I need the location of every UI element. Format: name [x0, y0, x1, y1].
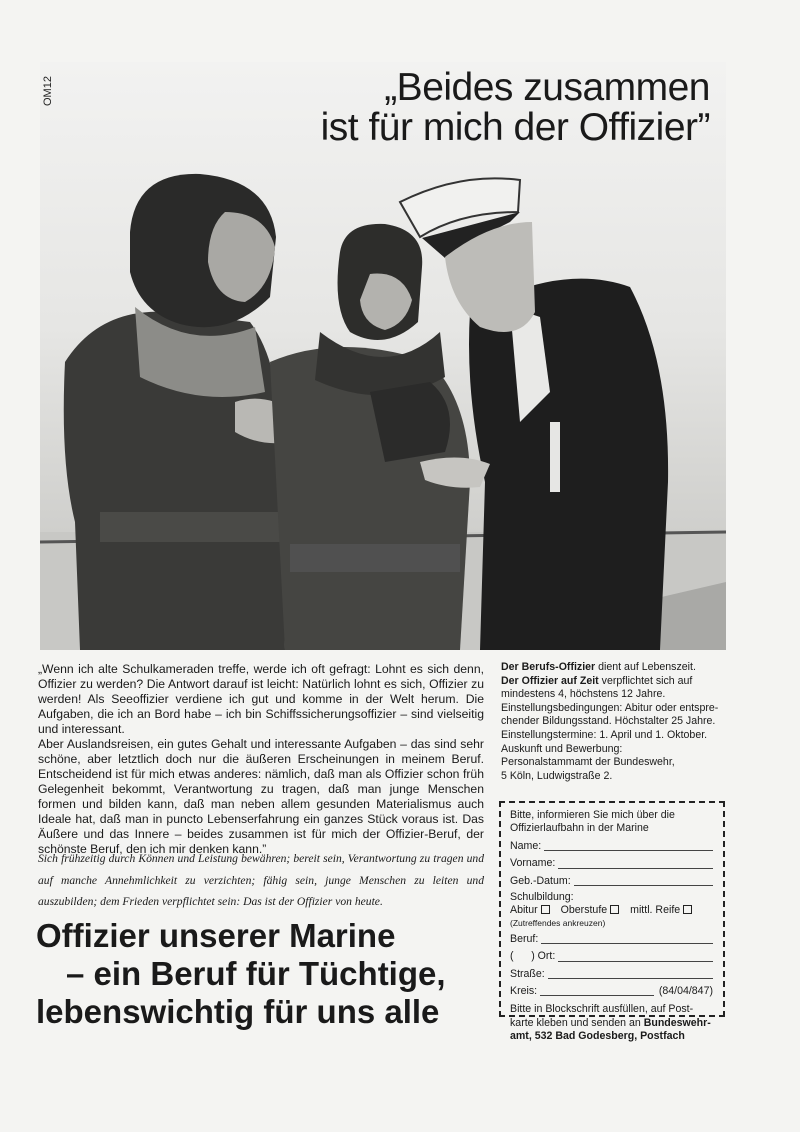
coupon-footer-line-2: karte kleben und senden an Bundeswehr-	[510, 1016, 711, 1029]
ort-label: ( ) Ort:	[510, 950, 556, 963]
name-field[interactable]	[510, 840, 723, 853]
ort-line[interactable]	[558, 960, 713, 962]
oberstufe-checkbox[interactable]	[610, 905, 619, 914]
ort-field[interactable]	[510, 950, 723, 963]
officer-motto: Sich frühzeitig durch Können und Leistung bewähren; bereit sein, Verantwortung zu tragen und auf manche Annehmlichkeit zu verzichten; fähig sein, junge Menschen zu leiten und auszubilden; dem Frieden verpflichtet sein: Das ist der Offizier von heute.	[38, 852, 484, 908]
vorname-label: Vorname:	[510, 857, 556, 870]
headline-line-2: ist für mich der Offizier”	[320, 106, 710, 149]
coupon-code: (84/04/847)	[658, 985, 713, 998]
beruf-line[interactable]	[541, 942, 713, 944]
mittl-reife-checkbox[interactable]	[683, 905, 692, 914]
info-line-berufs-offizier: Der Berufs-Offizier dient auf Lebenszeit.	[501, 661, 696, 673]
beruf-label: Beruf:	[510, 932, 539, 945]
coupon-footer-line-3: amt, 532 Bad Godesberg, Postfach	[510, 1030, 685, 1043]
info-line: 5 Köln, Ludwigstraße 2.	[501, 769, 613, 782]
testimonial-paragraph-1: „Wenn ich alte Schulkameraden treffe, werde ich oft gefragt: Lohnt es sich denn, Offizier zu werden? Die Antwort darauf ist leicht: Natürlich lohnt es sich, Offizier zu werden! Als Seeoffizier verdiene ich gut und komme in der Welt herum. Die Aufgaben, die ich an Bord habe – ich bin Schiffssicherungsoffizier – sind vielseitig und interessant.	[38, 662, 484, 736]
headline-quote	[210, 68, 710, 148]
name-line[interactable]	[544, 849, 713, 851]
info-line: chender Bildungsstand. Höchstalter 25 Jahre.	[501, 715, 716, 728]
schulbildung-options	[510, 904, 723, 917]
geb-datum-field[interactable]	[510, 875, 723, 888]
photo-naval-officer-and-divers	[40, 62, 726, 650]
name-label: Name:	[510, 839, 542, 852]
geb-datum-line[interactable]	[574, 884, 713, 886]
abitur-checkbox[interactable]	[541, 905, 550, 914]
slogan-line-3: lebenswichtig für uns alle	[36, 993, 440, 1030]
recruitment-info	[501, 661, 741, 783]
headline-line-1: „Beides zusammen	[384, 66, 710, 109]
coupon-intro-1: Bitte, informieren Sie mich über die	[510, 809, 675, 821]
geb-datum-label: Geb.-Datum:	[510, 874, 571, 887]
testimonial-text	[38, 662, 484, 857]
info-line-offizier-auf-zeit: Der Offizier auf Zeit verpflichtet sich auf	[501, 674, 693, 687]
zutreffendes-note: (Zutreffendes ankreuzen)	[510, 917, 606, 928]
slogan	[36, 917, 492, 1031]
vorname-field[interactable]	[510, 857, 723, 870]
info-line: Auskunft und Bewerbung:	[501, 742, 623, 755]
strasse-field[interactable]	[510, 968, 723, 981]
info-line: Personalstammamt der Bundeswehr,	[501, 756, 675, 769]
slogan-line-2: – ein Beruf für Tüchtige,	[66, 955, 446, 992]
info-line: Einstellungstermine: 1. April und 1. Oktober.	[501, 728, 708, 741]
abitur-label: Abitur	[510, 904, 538, 917]
photo-code: OM12	[42, 76, 54, 106]
kreis-label: Kreis:	[510, 985, 538, 998]
mittl-reife-label: mittl. Reife	[630, 904, 681, 917]
coupon-intro-2: Offizierlaufbahn in der Marine	[510, 822, 649, 835]
oberstufe-label: Oberstufe	[560, 904, 608, 917]
strasse-line[interactable]	[548, 977, 713, 979]
info-line: mindestens 4, höchstens 12 Jahre.	[501, 688, 666, 701]
schulbildung-label: Schulbildung:	[510, 891, 574, 904]
reply-coupon[interactable]	[499, 801, 725, 1043]
kreis-line[interactable]	[540, 994, 654, 996]
coupon-footer-line-1: Bitte in Blockschrift ausfüllen, auf Post-	[510, 1003, 694, 1016]
info-line: Einstellungsbedingungen: Abitur oder entspre-	[501, 701, 719, 714]
vorname-line[interactable]	[558, 867, 713, 869]
coupon-footer	[510, 1003, 723, 1043]
photo-illustration	[40, 62, 726, 650]
beruf-field[interactable]	[510, 933, 723, 946]
slogan-line-1: Offizier unserer Marine	[36, 917, 396, 954]
strasse-label: Straße:	[510, 967, 545, 980]
kreis-field[interactable]	[510, 985, 723, 998]
testimonial-paragraph-2: Aber Auslandsreisen, ein gutes Gehalt und interessante Aufgaben – das sind sehr schöne, aber letztlich doch nur die äußeren Erscheinungen in meinem Beruf. Entscheidend ist für mich etwas anderes: nämlich, daß man als Offizier schon früh Gelegenheit bekommt, Verantwortung zu tragen, daß man junge Menschen formen und bilden kann, daß man neben allem gesunden Materialismus auch Ideale hat, daß man in puncto Lebenserfahrung ein ganzes Stück voraus ist. Das Äußere und das Innere – beides zusammen ist für mich der Offizier-Beruf, der schönste Beruf, den ich mir denken kann.”	[38, 737, 484, 856]
